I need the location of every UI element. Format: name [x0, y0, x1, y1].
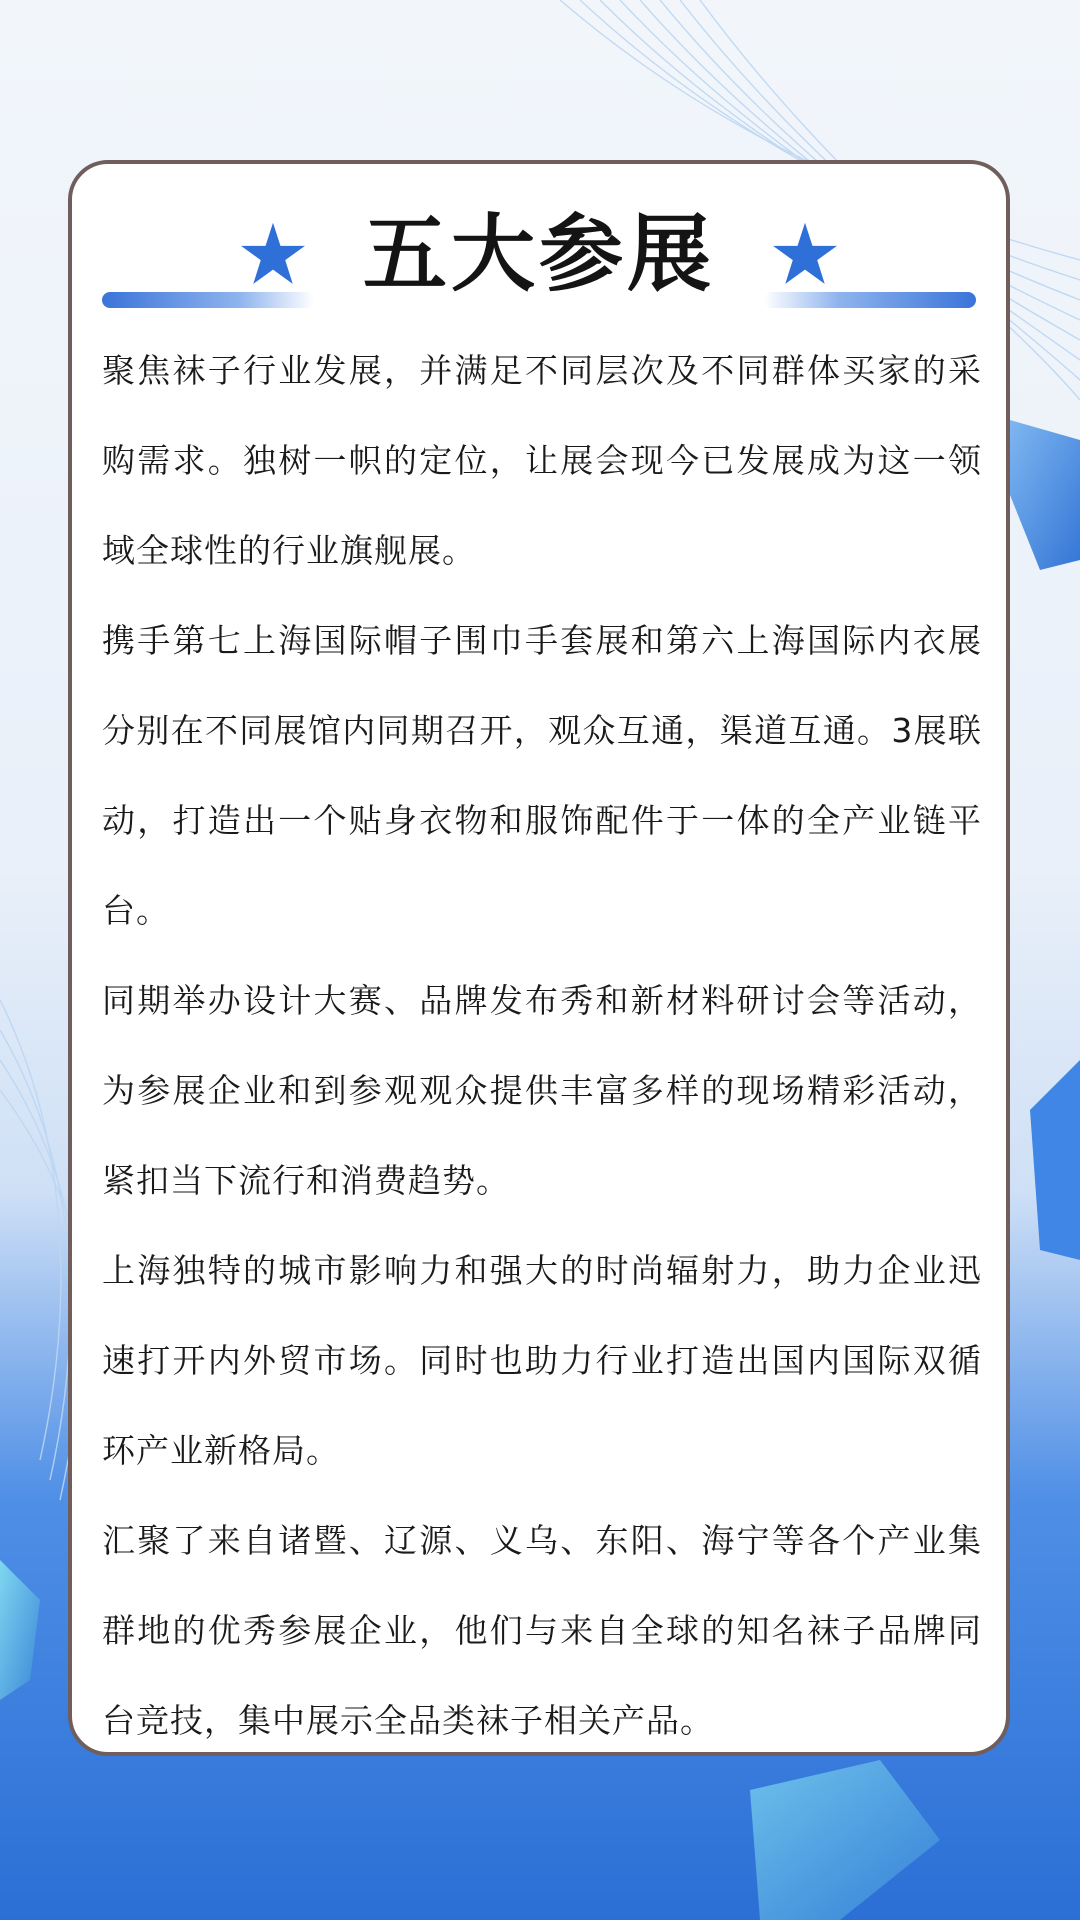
info-card [68, 160, 1010, 1756]
star-icon [771, 220, 839, 288]
star-icon [239, 220, 307, 288]
paragraph: 携手第七上海国际帽子围巾手套展和第六上海国际内衣展分别在不同展馆内同期召开，观众互通，渠道互通。3展联动，打造出一个贴身衣物和服饰配件于一体的全产业链平台。 [102, 621, 982, 930]
title-underline-left [102, 292, 314, 308]
title-underline-right [764, 292, 976, 308]
paragraph: 上海独特的城市影响力和强大的时尚辐射力，助力企业迅速打开内外贸市场。同时也助力行业打造出国内国际双循环产业新格局。 [102, 1251, 982, 1470]
paragraph: 聚焦袜子行业发展，并满足不同层次及不同群体买家的采购需求。独树一帜的定位，让展会现今已发展成为这一领域全球性的行业旗舰展。 [102, 351, 982, 570]
paragraph: 同期举办设计大赛、品牌发布秀和新材料研讨会等活动，为参展企业和到参观观众提供丰富多样的现场精彩活动，紧扣当下流行和消费趋势。 [102, 981, 982, 1200]
page-title: 五大参展 [362, 204, 715, 303]
paragraph: 汇聚了来自诸暨、辽源、义乌、东阳、海宁等各个产业集群地的优秀参展企业，他们与来自全球的知名袜子品牌同台竞技，集中展示全品类袜子相关产品。 [102, 1521, 982, 1740]
content-body [102, 326, 982, 1766]
